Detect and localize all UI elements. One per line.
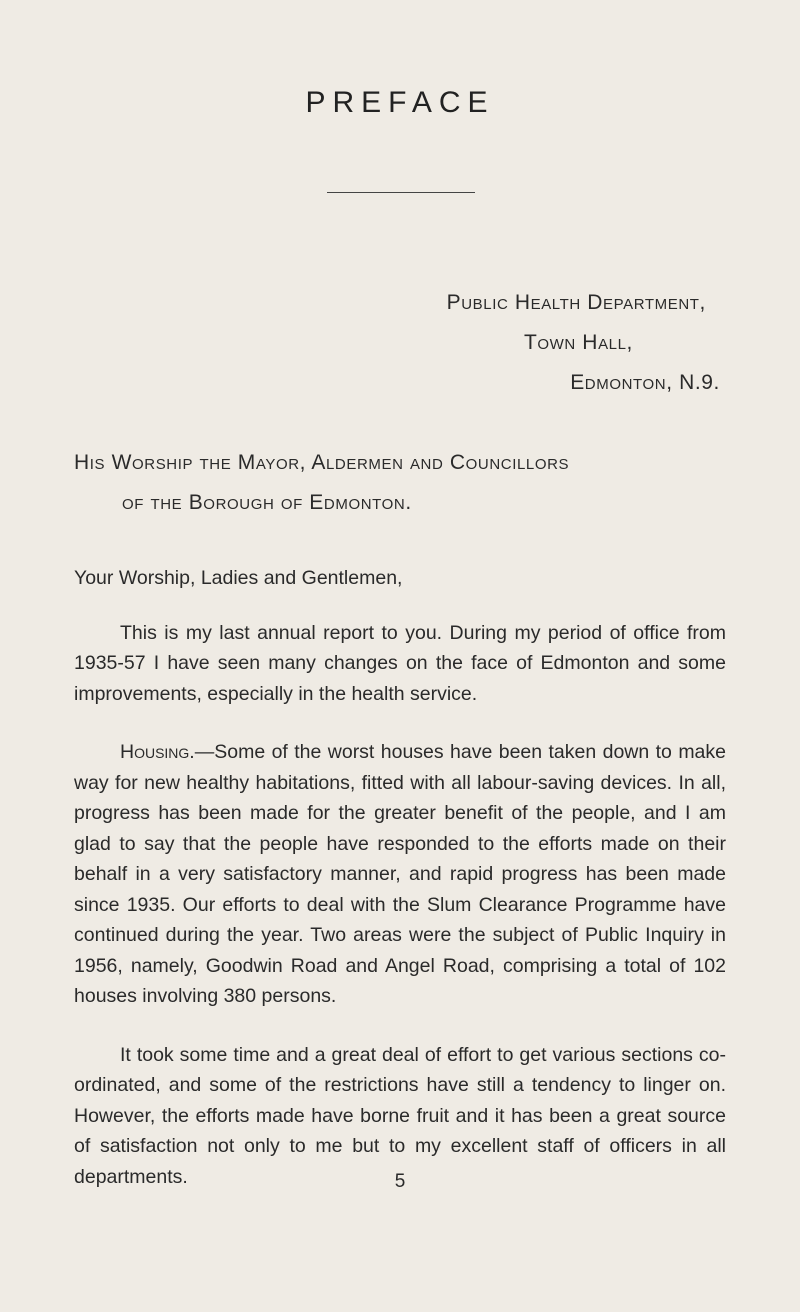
address-line-building: Town Hall, xyxy=(523,331,633,354)
address-line-town: Edmonton, N.9. xyxy=(570,371,720,394)
sender-address xyxy=(320,283,720,403)
recipient-line-2: of the Borough of Edmonton. xyxy=(122,491,412,514)
greeting: Your Worship, Ladies and Gentlemen, xyxy=(74,567,403,589)
letter-body xyxy=(74,563,726,1192)
page-number: 5 xyxy=(394,1171,406,1192)
recipient-address xyxy=(74,443,569,523)
paragraph-housing xyxy=(74,737,726,1012)
housing-body: —Some of the worst houses have been taken down to make way for new healthy habitations, fitted with all labour-saving devices. In all, progress has been made for the greater benefit of the people, and I am glad to say that the people have responded to the efforts made on their behalf in a very satisfactory manner, and rapid progress has been made since 1935. Our efforts to deal with the Slum Clearance Programme have continued during the year. Two areas were the subject of Public Inquiry in 1956, namely, Goodwin Road and Angel Road, comprising a total of 102 houses involving 380 persons. xyxy=(74,741,726,1007)
housing-heading: Housing. xyxy=(120,741,195,763)
address-line-department: Public Health Department, xyxy=(446,291,706,314)
recipient-line-1: His Worship the Mayor, Aldermen and Councillors xyxy=(74,451,570,474)
title-divider xyxy=(327,192,475,193)
paragraph-intro: This is my last annual report to you. During my period of office from 1935-57 I have seen many changes on the face of Edmonton and some improvements, especially in the health service. xyxy=(74,621,726,705)
page-title: PREFACE xyxy=(305,86,495,119)
paragraph-closing: It took some time and a great deal of effort to get various sections co-ordinated, and some of the restrictions have still a tendency to linger on. However, the efforts made have borne fruit and it has been a great source of satisfaction not only to me but to my excellent staff of officers in all departments. xyxy=(74,1043,726,1188)
